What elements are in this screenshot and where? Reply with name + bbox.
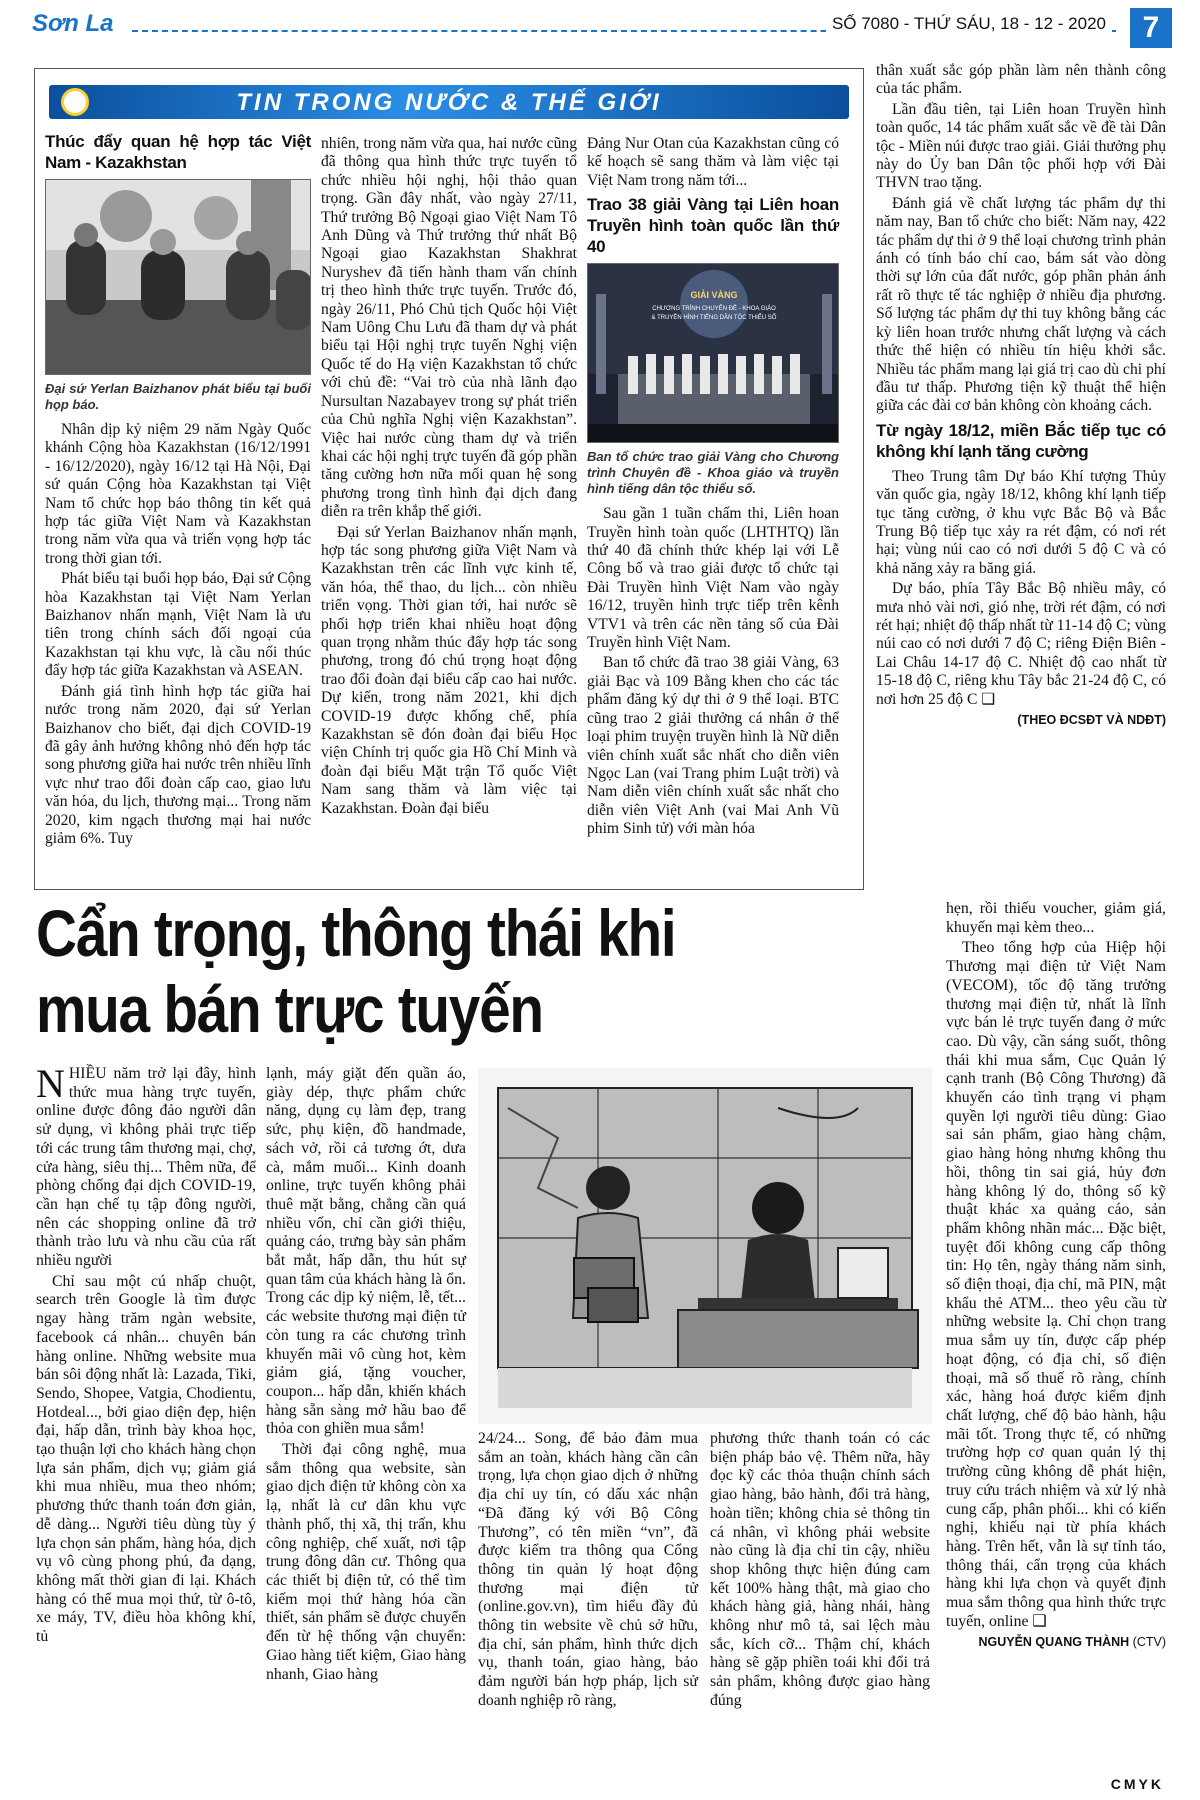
feature-col4 [710,1430,930,1713]
article3-heading: Từ ngày 18/12, miền Bắc tiếp tục có không khí lạnh tăng cường [876,420,1166,461]
article3-source: (THEO ĐCSĐT VÀ NDĐT) [1017,713,1166,727]
article1-heading: Thúc đẩy quan hệ hợp tác Việt Nam - Kazakhstan [45,132,311,172]
article1-para: Đảng Nur Otan của Kazakhstan cũng có kế hoạch sẽ sang thăm và làm việc tại Việt Nam trong năm tới... [587,135,839,189]
article3-para: Dự báo, phía Tây Bắc Bộ nhiều mây, có mưa nhỏ vài nơi, gió nhẹ, trời rét đậm, có nơi rét hại; nhiệt độ thấp nhất từ 11-14 độ C; vùng núi cao có nơi dưới 7 độ C; riêng Điện Biên - Lai Châu 14-17 độ C. Nhiệt độ cao nhất từ 15-18 độ C, riêng khu Tây bắc 21-24 độ C, có nơi hơn 25 độ C ❑ [876,580,1166,708]
article1-col2 [321,135,577,820]
feature-para: Theo tổng hợp của Hiệp hội Thương mại điện tử Việt Nam (VECOM), tốc độ tăng trưởng thương mại điện tử, nhất là lĩnh vực bán lẻ trực tuyến đang ở mức cao. Dù vậy, cần sáng suốt, thông thái khi mua sắm, Cục Quản lý cạnh tranh (Bộ Công Thương) đã khuyến cáo tình trạng vi phạm quyền lợi người tiêu dùng: Giao sai sản phẩm, giao hàng chậm, giao hàng hỏng nhưng không thu hồi, thông tin sai giá, hủy đơn hàng không lý do, thông số kỹ thuật khác xa quảng cáo, sản phẩm không nhãn mác... Đặc biệt, tuyệt đối không cung cấp thông tin: Họ tên, ngày tháng năm sinh, số điện thoại, địa chỉ, mã PIN, mật khẩu thẻ ATM... theo yêu cầu từ những website lạ. Chỉ chọn trang mua sắm uy tín, được cấp phép hoạt động, có địa chỉ, số điện thoại, mã số thuế rõ ràng, chính xác, hàng hoá được kiểm định chất lượng, chế độ bảo hành, hậu mãi tốt. Trong thực tế, có những trường hợp cơ quan quản lý thị trường cũng không dễ phát hiện, truy cứu trách nhiệm và xử lý nhà cung cấp, phân phối... khi có kiến nghị, khiếu nại từ phía khách hàng. Trên hết, vẫn là sự tỉnh táo, thông thái, cẩn trọng của khách hàng khi lựa chọn và quyết định mua sắm thông qua hình thức trực tuyến, online ❑ [946,939,1166,1630]
author-name: NGUYỄN QUANG THÀNH [978,1635,1130,1650]
article2-para: Sau gần 1 tuần chấm thi, Liên hoan Truyền hình toàn quốc (LHTHTQ) lần thứ 40 đã chính thức khép lại với Lễ Công bố và trao giải được tổ chức tại Đài Truyền hình Việt Nam vào ngày 16/12, truyền hình trực tiếp trên kênh VTV1 và trên các nền tảng số của Đài Truyền hình Việt Nam. [587,505,839,652]
article2-caption: Ban tổ chức trao giải Vàng cho Chương trình Chuyên đề - Khoa giáo và truyền hình tiếng dân tộc thiểu số. [587,449,839,497]
issue-info: SỐ 7080 - THỨ SÁU, 18 - 12 - 2020 [826,14,1112,34]
photo-text-line1: GIẢI VÀNG [690,290,738,301]
article2-para: Ban tổ chức đã trao 38 giải Vàng, 63 giải Bạc và 109 Bằng khen cho các tác phẩm đăng ký dự thi ở 9 thể loại. BTC cũng trao 2 giải thưởng cá nhân ở thể loại phim truyện truyền hình là Nữ diễn viên chính xuất sắc nhất cho diễn viên Ngọc Lan (vai Trang phim Luật trời) và Nam diễn viên chính xuất sắc nhất cho diễn viên Việt Anh (vai Mai Anh Vũ phim Sinh tử) với màn hóa [587,654,839,838]
article1-para: Đại sứ Yerlan Baizhanov nhấn mạnh, hợp tác song phương giữa Việt Nam và Kazakhstan trên các lĩnh vực kinh tế, văn hóa, thể thao, du lịch... còn nhiều triển vọng. Thời gian tới, hai nước sẽ phối hợp triển khai nhiều hoạt động quan trọng nhằm thúc đẩy hợp tác song phương, trong đó chú trọng hoạt động trao đổi đoàn đại biểu cấp cao hai nước. Dự kiến, trong năm 2021, khi dịch COVID-19 được khống chế, phía Kazakhstan sẽ đón đoàn đại biểu Học viện Chính trị quốc gia Hồ Chí Minh và đoàn đại biểu Mặt trận Tổ quốc Việt Nam sang thăm và làm việc tại Kazakhstan. Đoàn đại biểu [321,523,577,817]
shopping-illustration [478,1068,932,1424]
page-number: 7 [1130,8,1172,48]
photo-text-line3: & TRUYỀN HÌNH TIẾNG DÂN TỘC THIỂU SỐ [651,315,777,322]
article2-para: Lần đầu tiên, tại Liên hoan Truyền hình toàn quốc, 14 tác phẩm xuất sắc về đề tài Dân tộc - Miền núi được trao giải. Giải thưởng phụ này do Ủy ban Dân tộc phối hợp với Đài THVN trao tặng. [876,100,1166,192]
news-box [34,68,864,890]
article1-col1 [45,127,311,850]
feature-title: Cẩn trọng, thông thái khi mua bán trực tuyến [36,896,676,1046]
article1-para: Đánh giá tình hình hợp tác giữa hai nước trong năm 2020, đại sứ Yerlan Baizhanov cho biết, đại dịch COVID-19 đã gây ảnh hưởng không nhỏ đến hợp tác song phương giữa hai nước trên nhiều lĩnh vực như trao đổi đoàn cấp cao, giao lưu văn hóa, du lịch, thương mại... Trong năm 2020, kim ngạch thương mại hai nước giảm 6%. Tuy [45,682,311,847]
article2-para: thân xuất sắc góp phần làm nên thành công của tác phẩm. [876,62,1166,98]
feature-para: phương thức thanh toán có các biện pháp bảo vệ. Thêm nữa, hãy đọc kỹ các thỏa thuận chính sách giao hàng, bảo hành, đổi trả hàng, hoàn tiền; không chia sẻ thông tin cá nhân, vì không phải website nào cũng là địa chỉ tin cậy, nhiều shop không thực hiện đúng cam kết 100% hàng thật, mà giao cho khách hàng giả, hàng nhái, hàng không như mô tả, sai lệch màu sắc, kích cỡ... Thậm chí, khách hàng sẽ gặp phiền toái khi đổi trả sản phẩm, không được giao hàng đúng [710,1430,930,1709]
feature-col1 [36,1061,256,1649]
cmyk-marker: CMYK [1110,1776,1164,1792]
page-header [28,8,1172,48]
article2-para: Đánh giá về chất lượng tác phẩm dự thi năm nay, Ban tổ chức cho biết: Năm nay, 422 tác phẩm dự thi ở 9 thể loại chương trình phản ánh có tính báo chí cao, bám sát vào dòng thời sự lớn của đất nước, góp phần phản ánh rất rõ thực tế tác nghiệp ở nhiều địa phương. Số lượng tác phẩm dự thi tuy không bằng các kỳ liên hoan trước nhưng chất lượng và cách thức thể hiện có nhiều tín hiệu khởi sắc. Nhiều tác phẩm mang lại giá trị cao dù chi phí đầu tư thấp. Phương tiện kỹ thuật thể hiện giữa các đài cơ bản không còn khoảng cách. [876,194,1166,415]
press-conference-image [46,180,311,375]
online-shopping-drawing [478,1068,932,1424]
section-banner [49,85,849,119]
article1-para: Nhân dịp kỷ niệm 29 năm Ngày Quốc khánh Cộng hòa Kazakhstan (16/12/1991 - 16/12/2020), ngày 16/12 tại Hà Nội, Đại sứ quán Cộng hòa Kazakhstan tại Việt Nam tổ chức họp báo thông tin kết quả hợp tác giữa Việt Nam và Kazakhstan trong năm vừa qua và triển vọng hợp tác trong thời gian tới. [45,421,311,567]
article1-caption: Đại sứ Yerlan Baizhanov phát biểu tại buổi họp báo. [45,381,311,412]
feature-para: NHIỀU năm trở lại đây, hình thức mua hàng trực tuyến, online được đông đảo người dân sử dụng, vì không phải trực tiếp tới các trung tâm thương mại, chợ, cửa hàng, siêu thị... Thêm nữa, để phòng chống đại dịch COVID-19, cần hạn chế tụ tập đông người, nên các shopping online đã trở thành trào lưu và nhu cầu của rất nhiều người [36,1061,256,1270]
feature-para: Thời đại công nghệ, mua sắm thông qua website, sàn giao dịch điện tử không còn xa lạ, nhất là cư dân khu vực thành phố, thị xã, thị trấn, khu công nghiệp, chế xuất, nơi tập trung đông dân cư. Thông qua các thiết bị điện tử, có thể tìm kiếm mọi thứ hàng hóa cần thiết, sản phẩm sẽ được chuyển đến từ hệ thống vận chuyển: Giao hàng tiết kiệm, Giao hàng nhanh, Giao hàng [266,1441,466,1683]
article2-heading: Trao 38 giải Vàng tại Liên hoan Truyền hình toàn quốc lần thứ 40 [587,195,839,257]
feature-para: hẹn, rồi thiếu voucher, giảm giá, khuyến mại kèm theo... [946,900,1166,936]
feature-col5 [946,900,1166,1652]
article2-photo [587,263,839,443]
dropcap: N [36,1061,65,1106]
article3-para: Theo Trung tâm Dự báo Khí tượng Thủy văn quốc gia, ngày 18/12, không khí lạnh tiếp tục tăng cường, ở khu vực Bắc Bộ và Bắc Trung Bộ tiếp tục xảy ra rét đậm, có nơi rét hại; vùng núi cao có nơi dưới 5 độ C và có khả năng xảy ra băng giá. [876,467,1166,577]
feature-author [946,1633,1166,1652]
right-column [876,62,1166,729]
feature-para: Chỉ sau một cú nhấp chuột, search trên Google là tìm được ngay hàng trăm ngàn website, facebook cá nhân... chuyên bán hàng online. Những website mua bán sôi động nhất là: Lazada, Tiki, Sendo, Shopee, Vatgia, Chodientu, Hotdeal..., bởi giao diện đẹp, hiện đại, hấp dẫn, trình bày khoa học, tạo thuận lợi cho khách hàng chọn lựa sản phẩm, dịch vụ; giảm giá khi mua nhiều, mua theo nhóm; phương thức thanh toán đơn giản, dễ dàng... Người tiêu dùng tùy ý lựa chọn sản phẩm, hàng hóa, dịch vụ vô cùng phong phú, đa dạng, không mất thời gian đi lại. Khách hàng có thể mua mọi thứ, từ ô-tô, xe máy, TV, điều hòa không khí, tủ [36,1272,256,1646]
feature-col3 [478,1430,698,1713]
banner-title: TIN TRONG NƯỚC & THẾ GIỚI [236,89,662,116]
feature-para: lạnh, máy giặt đến quần áo, giày dép, thực phẩm chức năng, dụng cụ làm đẹp, trang sức, phụ kiện, đồ handmade, sách vở, rồi cả tương ớt, dưa cà, mắm muối... Kinh doanh online, trực tuyến không phải thuê mặt bằng, chẳng cần quá nhiều vốn, chỉ cần giới thiệu, quảng cáo, trưng bày sản phẩm bắt mắt, hấp dẫn, thu hút sự quan tâm của khách hàng là ổn. Trong các dịp kỷ niệm, lễ, tết... các website thương mại điện tử còn tung ra các chương trình khuyến mãi vô cùng hot, kèm giảm giá, tặng voucher, coupon... hấp dẫn, khiến khách hàng sẵn sàng mở hầu bao để thỏa con ghiền mua sắm! [266,1065,466,1438]
article1-photo [45,179,311,375]
feature-col2 [266,1065,466,1686]
photo-text-line2: CHƯƠNG TRÌNH CHUYÊN ĐỀ - KHOA GIÁO [652,306,776,313]
article2-col1 [587,135,839,841]
author-role: (CTV) [1132,1635,1166,1650]
award-ceremony-image [588,264,839,443]
article1-para: Phát biểu tại buổi họp báo, Đại sứ Cộng hòa Kazakhstan tại Việt Nam Yerlan Baizhanov nhấn mạnh, Việt Nam là ưu tiên trong chính sách đối ngoại của Kazakhstan tại khu vực, là cầu nối thúc đẩy hợp tác giữa Kazakhstan và ASEAN. [45,570,311,680]
feature-para: 24/24... Song, để bảo đảm mua sắm an toàn, khách hàng cần cân trọng, lựa chọn giao dịch ở những địa chỉ uy tín, có dấu xác nhận “Đã đăng ký với Bộ Công Thương”, có tên miền “vn”, đã được kiểm tra thông qua Cổng thông tin quản lý hoạt động thương mại điện tử (online.gov.vn), tìm hiểu đầy đủ thông tin website về chủ sở hữu, địa chỉ, sản phẩm, hình thức dịch vụ, thanh toán, giao hàng, bảo đảm người bán hợp pháp, lịch sử doanh nghiệp rõ ràng, [478,1430,698,1709]
article1-para: nhiên, trong năm vừa qua, hai nước cũng đã thông qua hình thức trực tuyến tổ chức nhiều hội nghị, hội thảo quan trọng. Gần đây nhất, vào ngày 27/11, Thứ trưởng Bộ Ngoại giao Việt Nam Tô Anh Dũng và Thứ trưởng thứ nhất Bộ Ngoại giao Kazakhstan Shakhrat Nuryshev đã tiến hành tham vấn chính trị theo hình thức trực tuyến. Trước đó, ngày 26/11, Phó Chủ tịch Quốc hội Việt Nam Uông Chu Lưu đã tham dự và phát biểu tại Hội nghị trực tuyến Nghị viện Quốc tế do Hạ viện Kazakhstan tổ chức với chủ đề: “Vai trò của nhà lãnh đạo Nursultan Nazabayev trong sự phát triển của Chủ nghĩa Nghị viện Kazakhstan”. Việc hai nước cùng tham dự và triển khai các hội nghị trực tuyến đã góp phần tăng cường hơn nữa mối quan hệ song phương trong tình hình đại dịch đang diễn ra trên khắp thế giới. [321,135,577,521]
section-name: Sơn La [32,10,114,37]
